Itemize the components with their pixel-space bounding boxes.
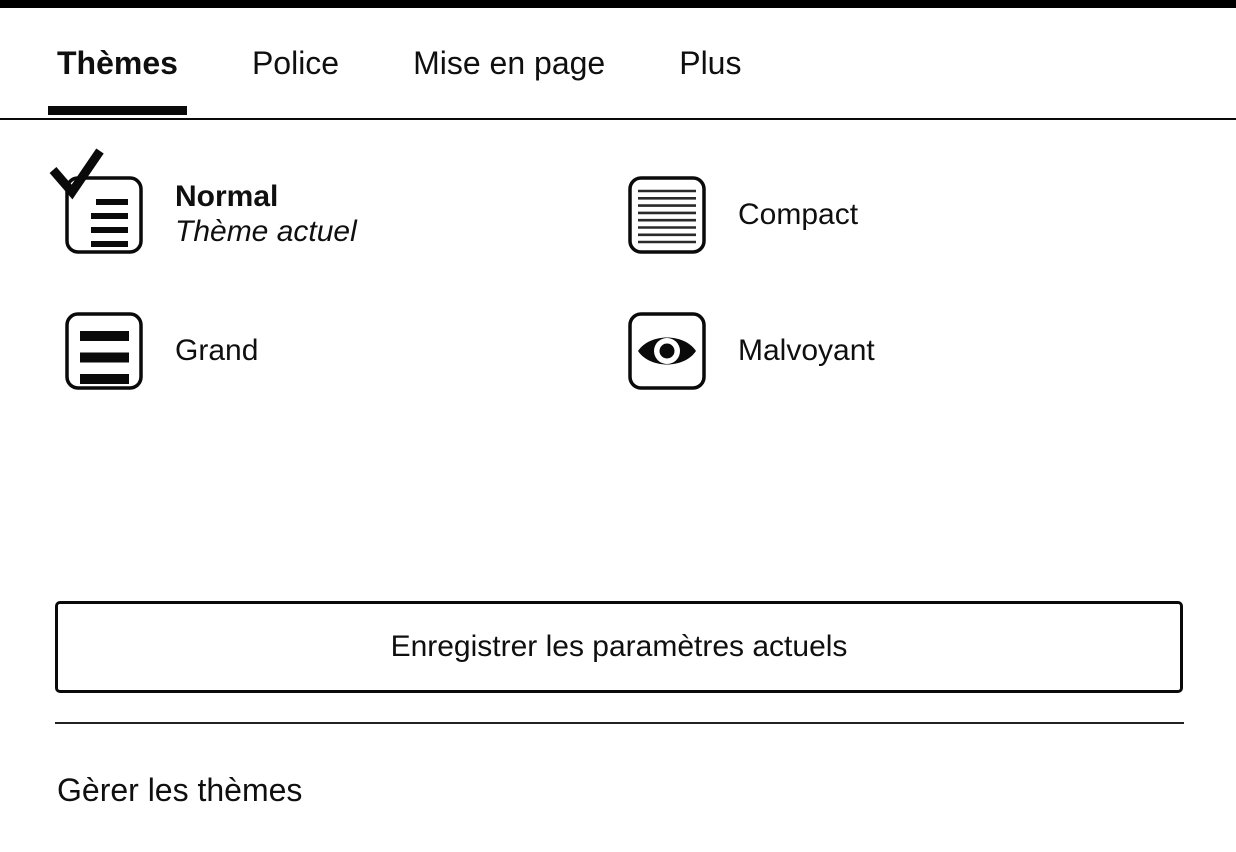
theme-option-malvoyant[interactable]	[628, 312, 875, 390]
theme-current-subtitle: Thème actuel	[175, 215, 357, 248]
tab-police[interactable]: Police	[251, 45, 340, 81]
theme-option-compact[interactable]	[628, 176, 858, 254]
theme-label-block	[175, 180, 357, 250]
top-page-edge-strip	[0, 0, 1236, 8]
tab-themes[interactable]: Thèmes	[48, 44, 187, 82]
theme-option-grand[interactable]	[65, 312, 258, 390]
document-lines-large-icon	[65, 312, 143, 390]
eye-icon	[628, 312, 706, 390]
bottom-divider	[55, 722, 1184, 724]
settings-tabbar	[0, 8, 1236, 120]
theme-name: Grand	[175, 334, 259, 367]
manage-themes-link[interactable]: Gèrer les thèmes	[57, 772, 303, 808]
theme-name: Normal	[175, 180, 279, 213]
tab-mise-en-page[interactable]: Mise en page	[413, 45, 606, 81]
save-settings-button[interactable]: Enregistrer les paramètres actuels	[55, 601, 1183, 693]
theme-option-normal[interactable]	[65, 176, 357, 254]
tab-plus[interactable]: Plus	[679, 45, 742, 81]
theme-name: Compact	[738, 198, 859, 231]
theme-name: Malvoyant	[738, 334, 875, 367]
document-lines-compact-icon	[628, 176, 706, 254]
document-lines-medium-icon	[65, 176, 143, 254]
